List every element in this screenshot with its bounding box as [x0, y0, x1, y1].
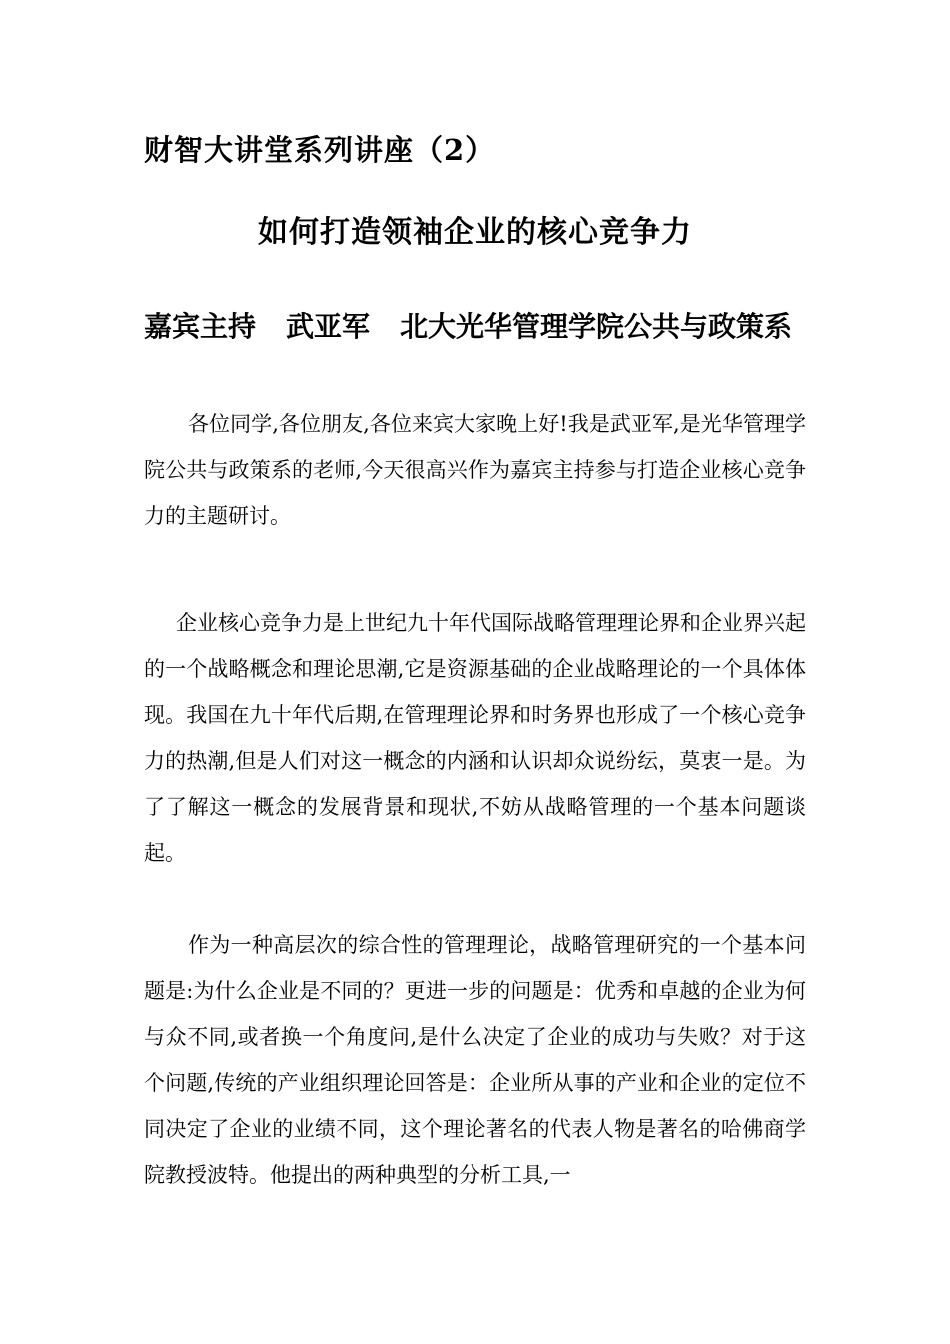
main-title: 如何打造领袖企业的核心竞争力: [258, 215, 692, 250]
paragraph-greeting: 各位同学,各位朋友,各位来宾大家晚上好!我是武亚军,是光华管理学院公共与政策系的老师,今天很高兴作为嘉宾主持参与打造企业核心竞争力的主题研讨。: [144, 412, 806, 528]
paragraph-core-competence: 企业核心竞争力是上世纪九十年代国际战略管理理论界和企业界兴起的一个战略概念和理论思潮,它是资源基础的企业战略理论的一个具体体现。我国在九十年代后期,在管理理论界和时务界也形成了一个核心竞争力的热潮,但是人们对这一概念的内涵和认识却众说纷纭，莫衷一是。为了了解这一概念的发展背景和现状,不妨从战略管理的一个基本问题谈起。: [144, 611, 806, 865]
host-role: 嘉宾主持: [144, 310, 257, 343]
host-name: 武亚军: [286, 310, 371, 343]
host-affiliation: 北大光华管理学院公共与政策系: [400, 310, 793, 343]
series-title: 财智大讲堂系列讲座（2）: [144, 133, 496, 167]
paragraph-strategy-question: 作为一种高层次的综合性的管理理论，战略管理研究的一个基本问题是:为什么企业是不同的？更进一步的问题是：优秀和卓越的企业为何与众不同,或者换一个角度问,是什么决定了企业的成功与失败？对于这个问题,传统的产业组织理论回答是：企业所从事的产业和企业的定位不同决定了企业的业绩不同，这个理论著名的代表人物是著名的哈佛商学院教授波特。他提出的两种典型的分析工具,一: [144, 933, 806, 1187]
host-line: [144, 305, 792, 345]
